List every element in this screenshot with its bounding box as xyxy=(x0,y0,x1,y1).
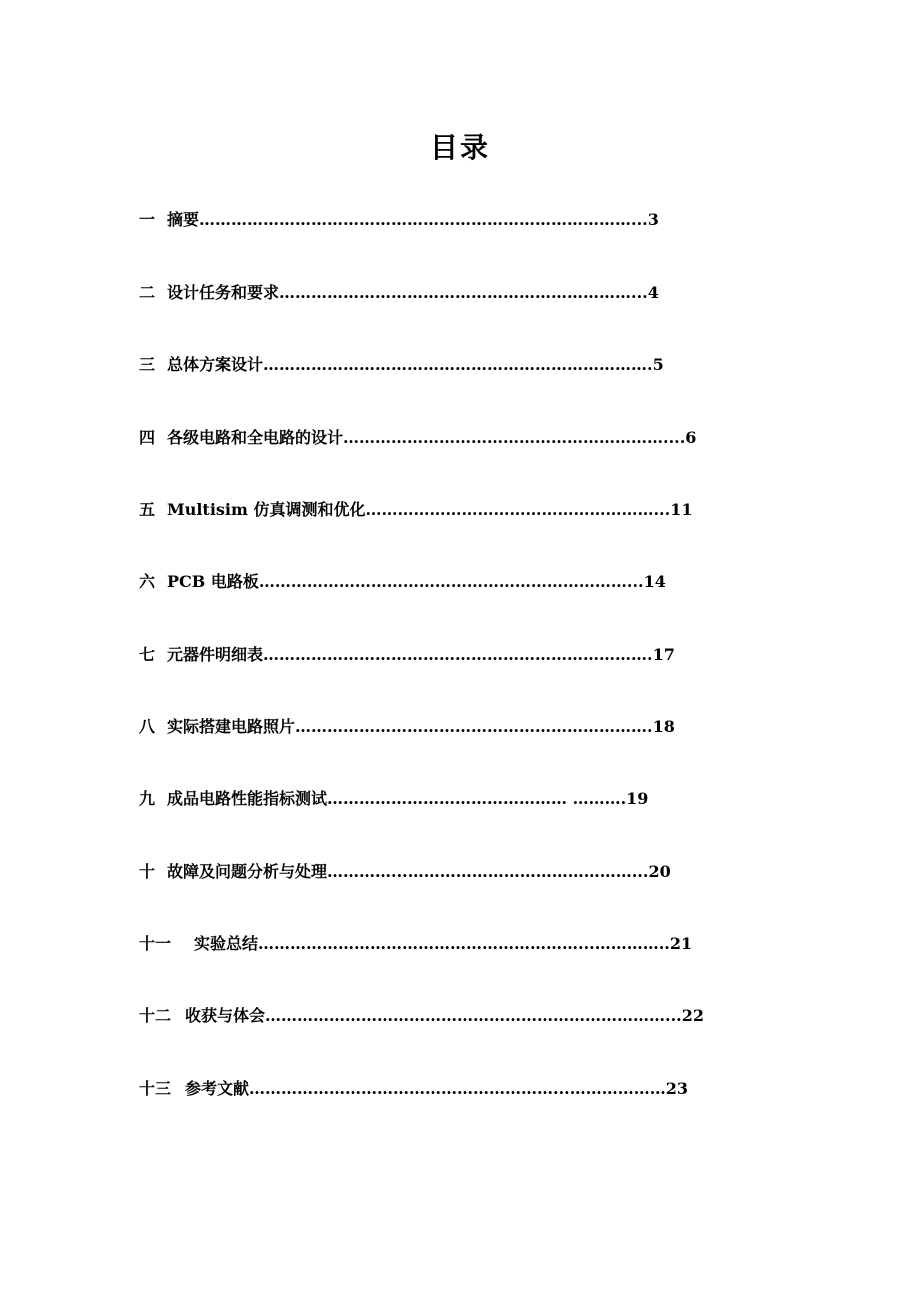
toc-entry-page: 19 xyxy=(626,789,649,808)
toc-entry xyxy=(139,353,664,377)
toc-leader-dots: ………………………………………………………………. xyxy=(263,645,653,664)
toc-entry-number: 十三 xyxy=(139,1079,172,1098)
toc-entry-page: 22 xyxy=(681,1006,704,1025)
toc-entry-label: 实际搭建电路照片 xyxy=(167,717,296,736)
toc-entry-label: 元器件明细表 xyxy=(167,645,264,664)
toc-entry xyxy=(139,643,675,667)
toc-entry-label: 参考文献 xyxy=(185,1079,250,1098)
toc-entry-number: 四 xyxy=(139,428,156,447)
toc-entry xyxy=(139,498,692,522)
toc-entry-page: 20 xyxy=(648,862,671,881)
toc-leader-dots: ………………………………………………... xyxy=(365,500,671,519)
toc-entry-page: 17 xyxy=(652,645,675,664)
toc-entry-label: 摘要 xyxy=(167,210,200,229)
toc-entry xyxy=(139,1077,688,1101)
toc-leader-dots: ………………………………………………………………………... xyxy=(199,210,648,229)
toc-entry-label: 设计任务和要求 xyxy=(167,283,280,302)
toc-entry xyxy=(139,426,696,450)
toc-entry-label: 实验总结 xyxy=(194,934,259,953)
toc-entry-number: 十 xyxy=(139,862,156,881)
toc-entry-label: 总体方案设计 xyxy=(167,355,264,374)
toc-entry xyxy=(139,1004,704,1028)
toc-entry-number: 十二 xyxy=(139,1006,172,1025)
toc-entry-page: 14 xyxy=(643,572,666,591)
toc-entry-number: 三 xyxy=(139,355,156,374)
toc-entry-page: 6 xyxy=(685,428,697,447)
toc-entry-label: PCB 电路板 xyxy=(167,572,259,591)
toc-entry-number: 七 xyxy=(139,645,156,664)
toc-leader-dots: …………………………………………………………... xyxy=(279,283,648,302)
toc-entry xyxy=(139,281,659,305)
toc-entry xyxy=(139,715,675,739)
toc-entry-label: 成品电路性能指标测试 xyxy=(167,789,328,808)
toc-leader-dots: …………………………………………………….... xyxy=(343,428,686,447)
toc-entry-page: 11 xyxy=(670,500,693,519)
toc-entry-number: 六 xyxy=(139,572,156,591)
toc-entry xyxy=(139,570,666,594)
toc-entry-page: 21 xyxy=(669,934,693,953)
toc-leader-dots: ……………………………………… ………. xyxy=(327,789,627,808)
toc-entry-label: 故障及问题分析与处理 xyxy=(167,862,328,881)
toc-entry-label: 收获与体会 xyxy=(185,1006,266,1025)
toc-entry-page: 18 xyxy=(652,717,675,736)
toc-entry xyxy=(139,860,671,884)
toc-leader-dots: …………………………………………………...……………… xyxy=(249,1079,666,1098)
toc-entry-page: 23 xyxy=(665,1079,688,1098)
toc-entry-number: 八 xyxy=(139,717,156,736)
toc-leader-dots: ………………………………………………………………. xyxy=(263,355,653,374)
toc-entry-number: 九 xyxy=(139,789,156,808)
toc-entry xyxy=(139,208,659,232)
toc-entry-number: 二 xyxy=(139,283,156,302)
toc-leader-dots: ……………………………………………………………... xyxy=(258,572,644,591)
toc-entry-page: 4 xyxy=(647,283,659,302)
toc-leader-dots: ……………………………………………………...………….. xyxy=(258,934,670,953)
toc-entry-number: 五 xyxy=(139,500,156,519)
page-title: 目录 xyxy=(429,131,490,164)
toc-entry xyxy=(139,932,692,956)
toc-entry-page: 5 xyxy=(652,355,664,374)
toc-entry-page: 3 xyxy=(647,210,659,229)
toc-entry-number: 一 xyxy=(139,210,156,229)
toc-leader-dots: …………………………………………………………. xyxy=(295,717,653,736)
toc-entry xyxy=(139,787,648,811)
toc-entry-label: 各级电路和全电路的设计 xyxy=(167,428,344,447)
toc-entry-number: 十一 xyxy=(139,934,172,953)
toc-leader-dots: …………………………………………………………………... xyxy=(265,1006,682,1025)
toc-entry-label: Multisim 仿真调测和优化 xyxy=(167,500,366,519)
toc-leader-dots: …………...……………………………………... xyxy=(327,862,649,881)
